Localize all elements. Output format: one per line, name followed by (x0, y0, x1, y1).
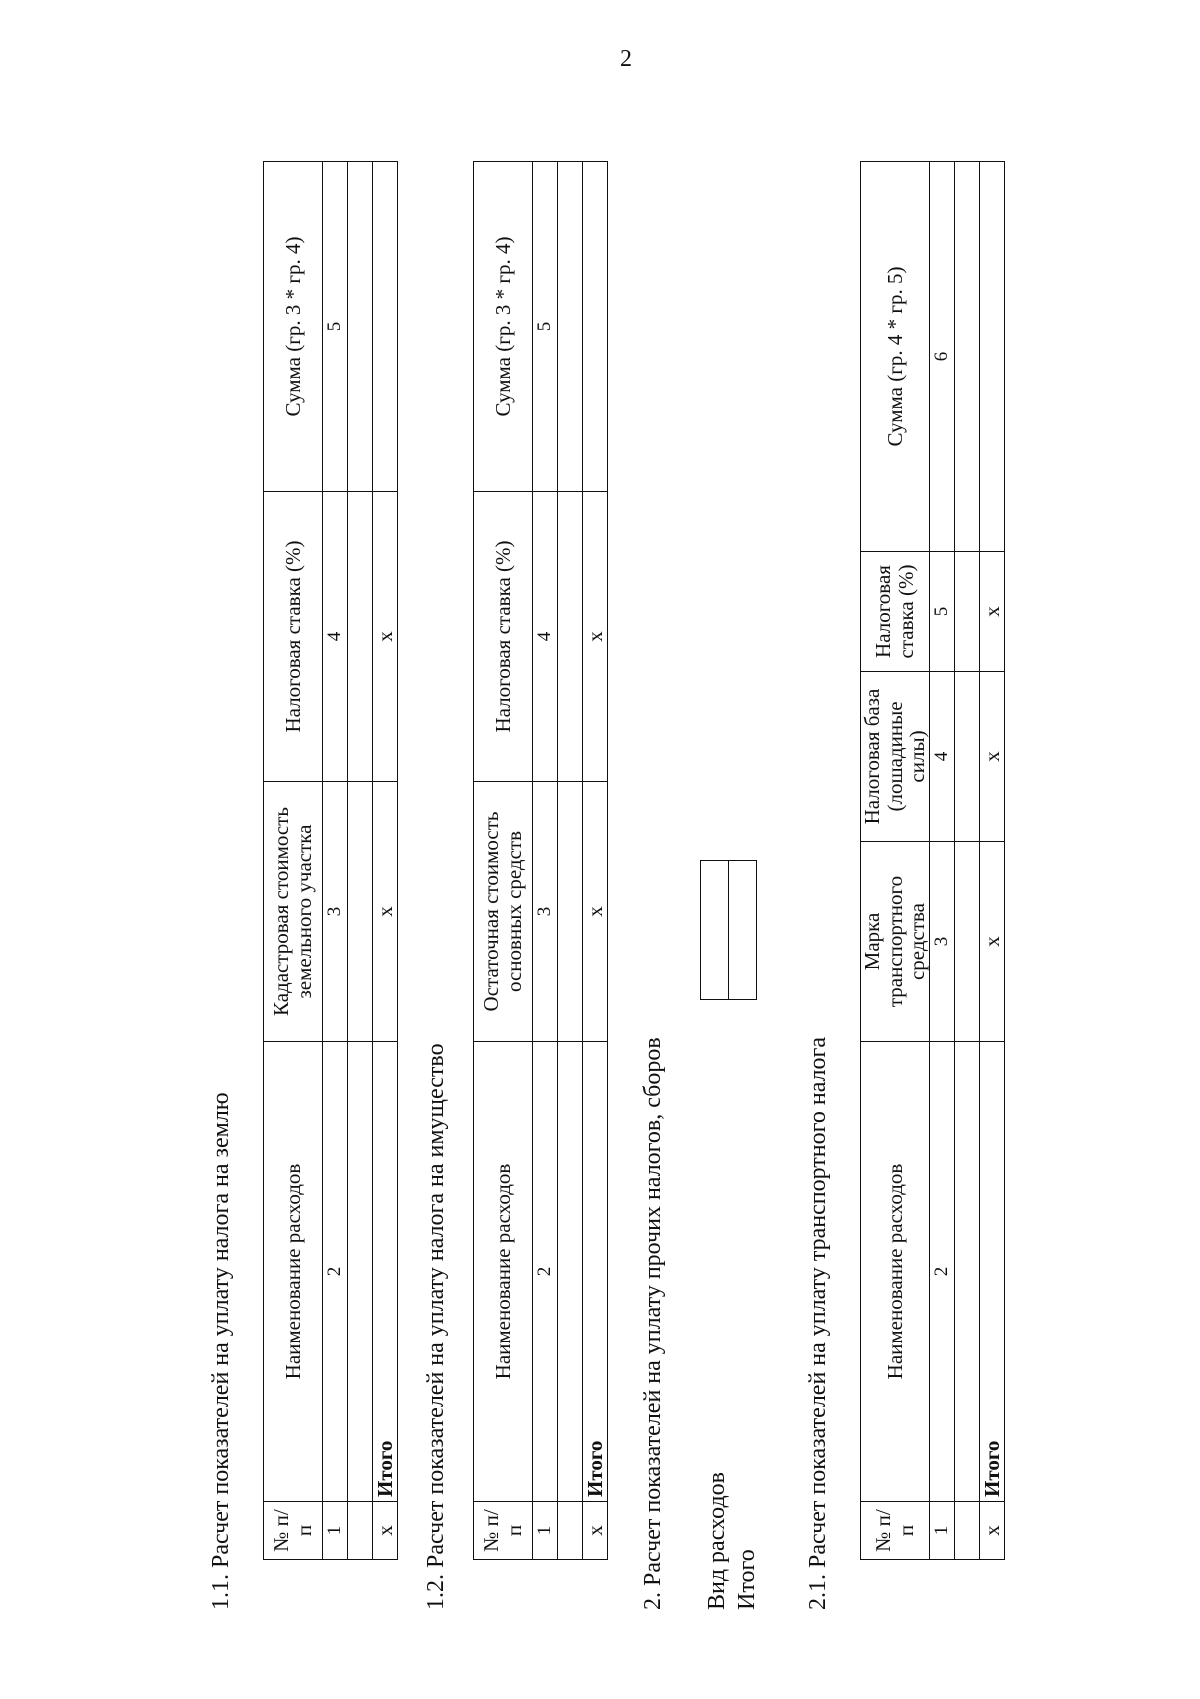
section-1-1-title: 1.1. Расчет показателей на уплату налога на землю (208, 1092, 234, 1610)
total-cell: х (583, 492, 608, 782)
total-label: Итого (734, 1549, 760, 1610)
table-cell (348, 782, 373, 1042)
section-2-1-title: 2.1. Расчет показателей на уплату транспортного налога (805, 1036, 831, 1610)
column-number: 3 (930, 842, 955, 1042)
column-number-row (930, 162, 955, 1560)
header-cell: Налоговая ставка (%) (264, 492, 323, 782)
total-cell: х (583, 782, 608, 1042)
transport-tax-table (860, 161, 1005, 1560)
section-1-2-title: 1.2. Расчет показателей на уплату налога на имущество (423, 1043, 449, 1610)
column-number: 4 (930, 672, 955, 842)
property-tax-table (473, 161, 608, 1560)
column-number-row (533, 162, 558, 1560)
table-cell (955, 1502, 980, 1560)
header-cell: Остаточная стоимость основных средств (474, 782, 533, 1042)
header-cell: Налоговая ставка (%) (474, 492, 533, 782)
header-cell: Сумма (гр. 3 * гр. 4) (264, 162, 323, 492)
header-cell: Наименование расходов (861, 1042, 930, 1502)
table-header-row (264, 162, 323, 1560)
total-row (373, 162, 398, 1560)
column-number: 2 (930, 1042, 955, 1502)
expense-type-label: Вид расходов (704, 1472, 730, 1610)
table-header-row (861, 162, 930, 1560)
header-cell: Сумма (гр. 4 * гр. 5) (861, 162, 930, 552)
table-cell (558, 1502, 583, 1560)
column-number: 6 (930, 162, 955, 552)
column-number: 1 (930, 1502, 955, 1560)
total-cell (373, 162, 398, 492)
column-number: 5 (533, 162, 558, 492)
total-row (980, 162, 1005, 1560)
column-number: 4 (323, 492, 348, 782)
column-number: 2 (323, 1042, 348, 1502)
column-number-row (323, 162, 348, 1560)
table-cell (348, 492, 373, 782)
table-cell (558, 492, 583, 782)
landscape-content (190, 150, 1130, 1610)
total-row (583, 162, 608, 1560)
total-cell (980, 162, 1005, 552)
table-cell (955, 842, 980, 1042)
table-cell (348, 162, 373, 492)
table-cell (558, 162, 583, 492)
table-row (729, 861, 757, 1000)
header-cell: Кадастровая стоимость земельного участка (264, 782, 323, 1042)
header-cell: Сумма (гр. 3 * гр. 4) (474, 162, 533, 492)
table-cell (348, 1502, 373, 1560)
column-number: 1 (323, 1502, 348, 1560)
header-cell: № п/п (861, 1502, 930, 1560)
other-taxes-table (700, 860, 757, 1000)
total-cell: х (980, 1502, 1005, 1560)
page-number: 2 (620, 46, 632, 72)
table-row (558, 162, 583, 1560)
table-cell (348, 1042, 373, 1502)
total-cell: х (373, 492, 398, 782)
total-cell: х (980, 552, 1005, 672)
header-cell: Налоговая база (лошадиные силы) (861, 672, 930, 842)
total-cell (583, 162, 608, 492)
table-cell (955, 672, 980, 842)
table-row (955, 162, 980, 1560)
total-label: Итого (583, 1042, 608, 1502)
total-cell: х (980, 672, 1005, 842)
column-number: 3 (323, 782, 348, 1042)
column-number: 5 (930, 552, 955, 672)
column-number: 2 (533, 1042, 558, 1502)
header-cell: Налоговая ставка (%) (861, 552, 930, 672)
column-number: 5 (323, 162, 348, 492)
header-cell: № п/п (264, 1502, 323, 1560)
column-number: 1 (533, 1502, 558, 1560)
header-cell: Наименование расходов (474, 1042, 533, 1502)
table-cell (701, 861, 729, 1000)
total-cell: х (583, 1502, 608, 1560)
header-cell: Наименование расходов (264, 1042, 323, 1502)
total-label: Итого (373, 1042, 398, 1502)
table-cell (955, 1042, 980, 1502)
total-label: Итого (980, 1042, 1005, 1502)
total-cell: х (980, 842, 1005, 1042)
table-cell (955, 552, 980, 672)
section-2-title: 2. Расчет показателей на уплату прочих налогов, сборов (640, 1037, 666, 1610)
table-cell (558, 1042, 583, 1502)
table-row (701, 861, 729, 1000)
total-cell: х (373, 1502, 398, 1560)
table-header-row (474, 162, 533, 1560)
table-row (348, 162, 373, 1560)
table-cell (558, 782, 583, 1042)
table-cell (955, 162, 980, 552)
table-cell (729, 861, 757, 1000)
land-tax-table (263, 161, 398, 1560)
header-cell: Марка транспортного средства (861, 842, 930, 1042)
header-cell: № п/п (474, 1502, 533, 1560)
total-cell: х (373, 782, 398, 1042)
column-number: 3 (533, 782, 558, 1042)
column-number: 4 (533, 492, 558, 782)
